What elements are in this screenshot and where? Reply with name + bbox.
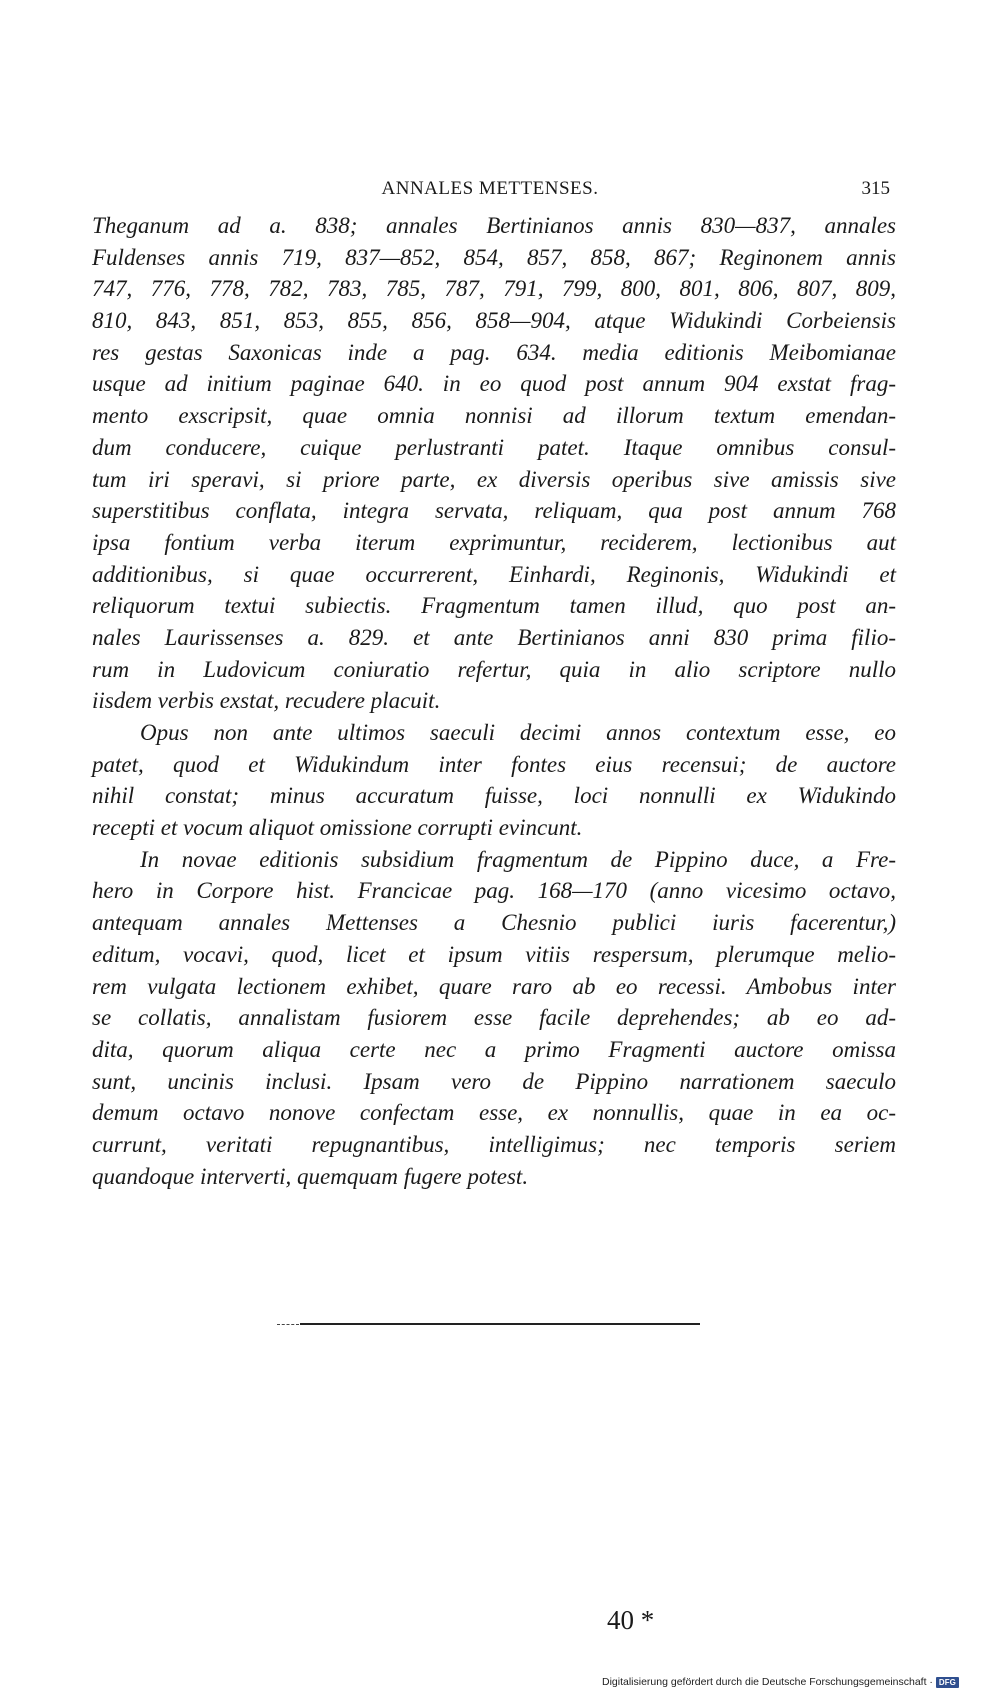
text-line: mento exscripsit, quae omnia nonnisi ad illorum textum emendan- — [92, 403, 896, 429]
text-line: ipsa fontium verba iterum exprimuntur, reciderem, lectionibus aut — [92, 529, 896, 555]
text-line: rem vulgata lectionem exhibet, quare raro ab eo recessi. Ambobus inter — [92, 973, 896, 999]
text-line: 747, 776, 778, 782, 783, 785, 787, 791, 799, 800, 801, 806, 807, 809, — [92, 276, 896, 302]
running-head — [90, 178, 890, 204]
text-line: nihil constat; minus accuratum fuisse, loci nonnulli ex Widukindo — [92, 783, 896, 809]
text-line: nales Laurissenses a. 829. et ante Bertinianos anni 830 prima filio- — [92, 624, 896, 650]
text-line: iisdem verbis exstat, recudere placuit. — [92, 688, 441, 714]
text-line: se collatis, annalistam fusiorem esse facile deprehendes; ab eo ad- — [92, 1005, 896, 1031]
text-line: additionibus, si quae occurrerent, Einhardi, Reginonis, Widukindi et — [92, 561, 896, 587]
dfg-logo-icon: DFG — [936, 1677, 959, 1688]
page-number: 315 — [861, 178, 890, 199]
page-title: ANNALES METTENSES. — [381, 178, 599, 199]
text-line: editum, vocavi, quod, licet et ipsum vitiis respersum, plerumque melio- — [92, 941, 896, 967]
text-line: dum conducere, cuique perlustranti patet. Itaque omnibus consul- — [92, 434, 896, 460]
text-line: quandoque interverti, quemquam fugere potest. — [92, 1163, 529, 1189]
text-line: 810, 843, 851, 853, 855, 856, 858—904, atque Widukindi Corbeiensis — [92, 308, 896, 334]
text-line: recepti et vocum aliquot omissione corrupti evincunt. — [92, 815, 583, 841]
text-line: In novae editionis subsidium fragmentum de Pippino duce, a Fre- — [140, 846, 896, 872]
text-line: res gestas Saxonicas inde a pag. 634. media editionis Meibomianae — [92, 339, 896, 365]
text-line: antequam annales Mettenses a Chesnio publici iuris facerentur,) — [92, 910, 896, 936]
body-text — [92, 210, 896, 1192]
text-line: hero in Corpore hist. Francicae pag. 168—170 (anno vicesimo octavo, — [92, 878, 896, 904]
text-line: dita, quorum aliqua certe nec a primo Fragmenti auctore omissa — [92, 1036, 896, 1062]
paragraph-2 — [92, 717, 896, 844]
text-line: usque ad initium paginae 640. in eo quod post annum 904 exstat frag- — [92, 371, 896, 397]
digitization-footer — [602, 1676, 959, 1688]
footer-note: Digitalisierung gefördert durch die Deutsche Forschungsgemeinschaft · — [602, 1676, 933, 1688]
text-line: currunt, veritati repugnantibus, intelligimus; nec temporis seriem — [92, 1131, 896, 1157]
text-line: Theganum ad a. 838; annales Bertinianos annis 830—837, annales — [92, 213, 896, 238]
text-line: sunt, uncinis inclusi. Ipsam vero de Pippino narrationem saeculo — [92, 1068, 896, 1094]
paragraph-1 — [92, 210, 896, 717]
text-line: Fuldenses annis 719, 837—852, 854, 857, 858, 867; Reginonem annis — [92, 244, 896, 270]
section-rule — [300, 1323, 700, 1325]
signature-mark: 40 * — [607, 1605, 655, 1635]
paragraph-3 — [92, 844, 896, 1193]
text-line: patet, quod et Widukindum inter fontes eius recensui; de auctore — [92, 751, 896, 777]
text-line: reliquorum textui subiectis. Fragmentum tamen illud, quo post an- — [92, 593, 896, 619]
text-line: superstitibus conflata, integra servata, reliquam, qua post annum 768 — [92, 498, 896, 524]
text-line: tum iri speravi, si priore parte, ex diversis operibus sive amissis sive — [92, 466, 896, 492]
section-rule-dashed — [277, 1324, 299, 1325]
text-line: Opus non ante ultimos saeculi decimi annos contextum esse, eo — [140, 720, 896, 745]
text-line: rum in Ludovicum coniuratio refertur, quia in alio scriptore nullo — [92, 656, 896, 682]
text-line: demum octavo nonove confectam esse, ex nonnullis, quae in ea oc- — [92, 1100, 896, 1126]
